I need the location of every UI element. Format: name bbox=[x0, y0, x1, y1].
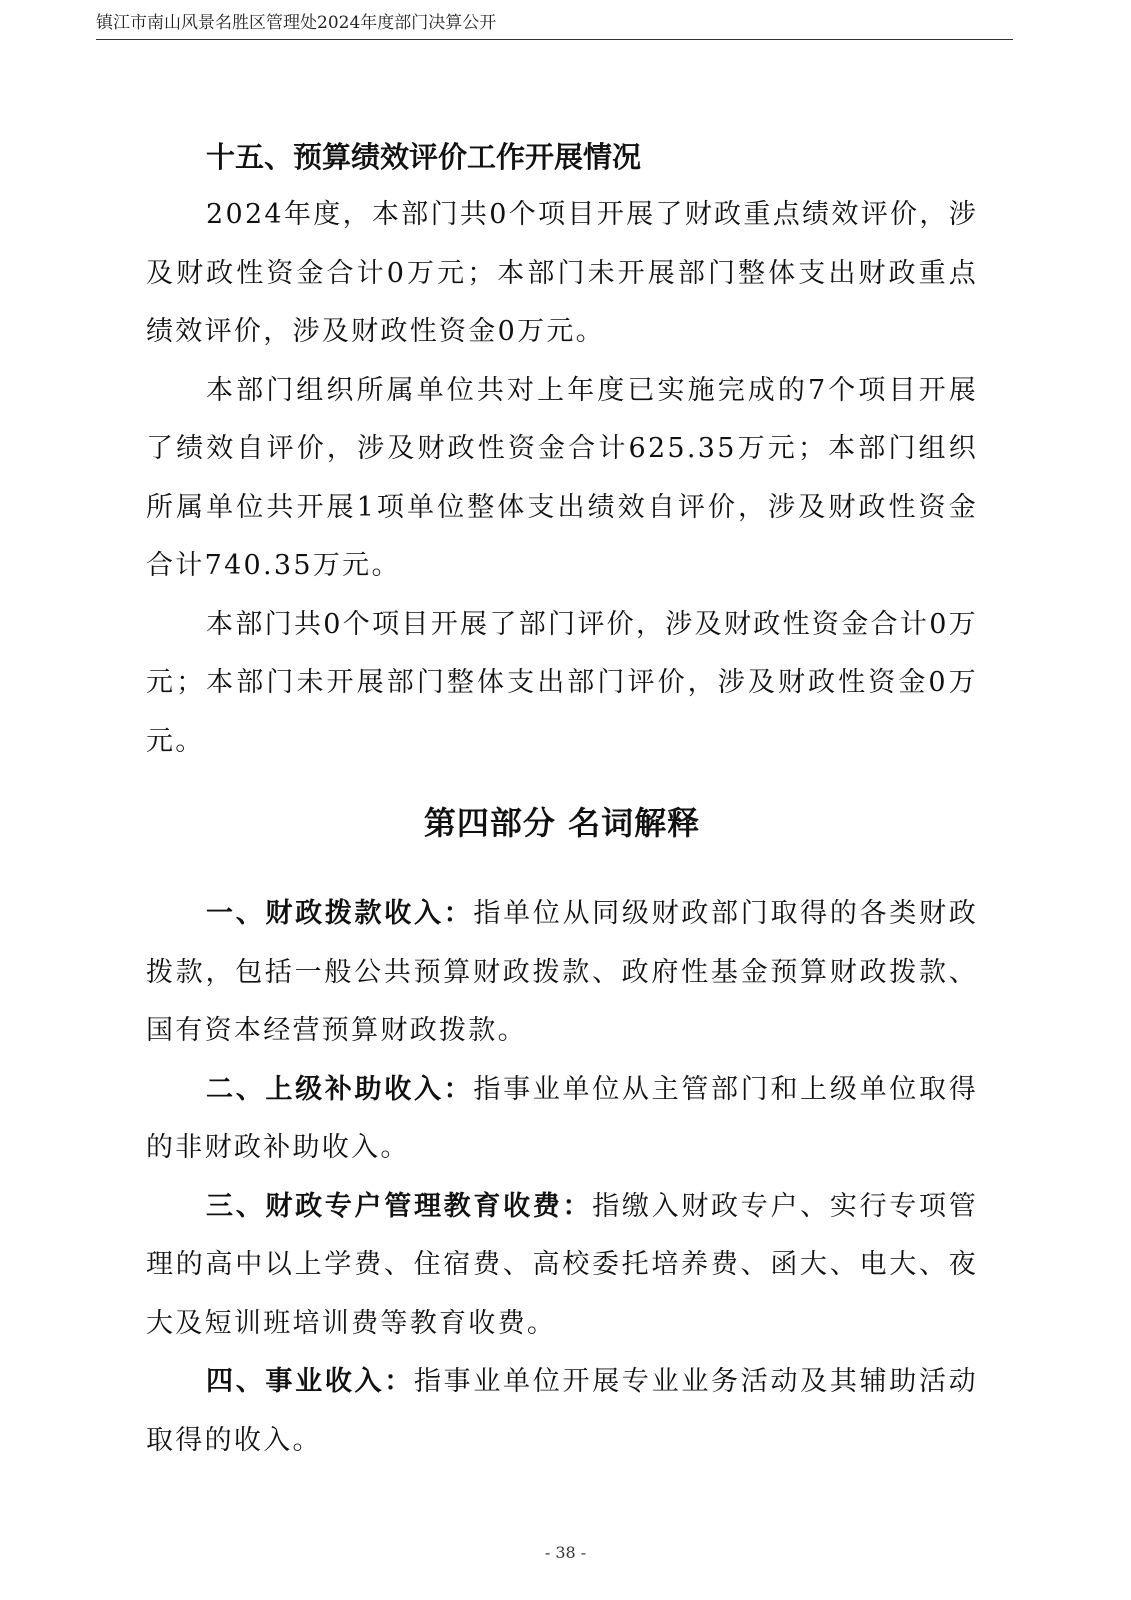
term-definition bbox=[146, 1178, 978, 1354]
header-rule bbox=[96, 39, 1013, 40]
term-text: 指事业单位开展专业业务活动及其辅助活动取得的收入。 bbox=[146, 1366, 978, 1456]
part-title: 第四部分 名词解释 bbox=[423, 804, 701, 842]
term-label: 一、财政拨款收入： bbox=[206, 898, 474, 929]
term-text: 指事业单位从主管部门和上级单位取得的非财政补助收入。 bbox=[146, 1073, 978, 1163]
paragraph: 2024年度，本部门共0个项目开展了财政重点绩效评价，涉及财政性资金合计0万元；本部门未开展部门整体支出财政重点绩效评价，涉及财政性资金0万元。 bbox=[146, 199, 978, 347]
term-definition bbox=[146, 1061, 978, 1178]
paragraph: 本部门共0个项目开展了部门评价，涉及财政性资金合计0万元；本部门未开展部门整体支出部门评价，涉及财政性资金0万元。 bbox=[146, 608, 978, 757]
page-content bbox=[146, 128, 978, 1470]
paragraph: 本部门组织所属单位共对上年度已实施完成的7个项目开展了绩效自评价，涉及财政性资金合计625.35万元；本部门组织所属单位共开展1项单位整体支出绩效自评价，涉及财政性资金合计740.35万元。 bbox=[146, 374, 978, 581]
term-text: 指缴入财政专户、实行专项管理的高中以上学费、住宿费、高校委托培养费、函大、电大、夜大及短训班培训费等教育收费。 bbox=[146, 1190, 978, 1339]
term-label: 四、事业收入： bbox=[206, 1366, 414, 1397]
term-text: 指单位从同级财政部门取得的各类财政拨款，包括一般公共预算财政拨款、政府性基金预算财政拨款、国有资本经营预算财政拨款。 bbox=[146, 898, 978, 1046]
term-label: 三、财政专户管理教育收费： bbox=[206, 1190, 593, 1222]
section-heading: 十五、预算绩效评价工作开展情况 bbox=[206, 140, 642, 174]
page-number: - 38 - bbox=[544, 1543, 587, 1562]
term-label: 二、上级补助收入： bbox=[206, 1073, 474, 1105]
running-header: 镇江市南山风景名胜区管理处2024年度部门决算公开 bbox=[96, 13, 497, 33]
term-definition bbox=[146, 1353, 978, 1470]
term-definition bbox=[146, 885, 978, 1061]
